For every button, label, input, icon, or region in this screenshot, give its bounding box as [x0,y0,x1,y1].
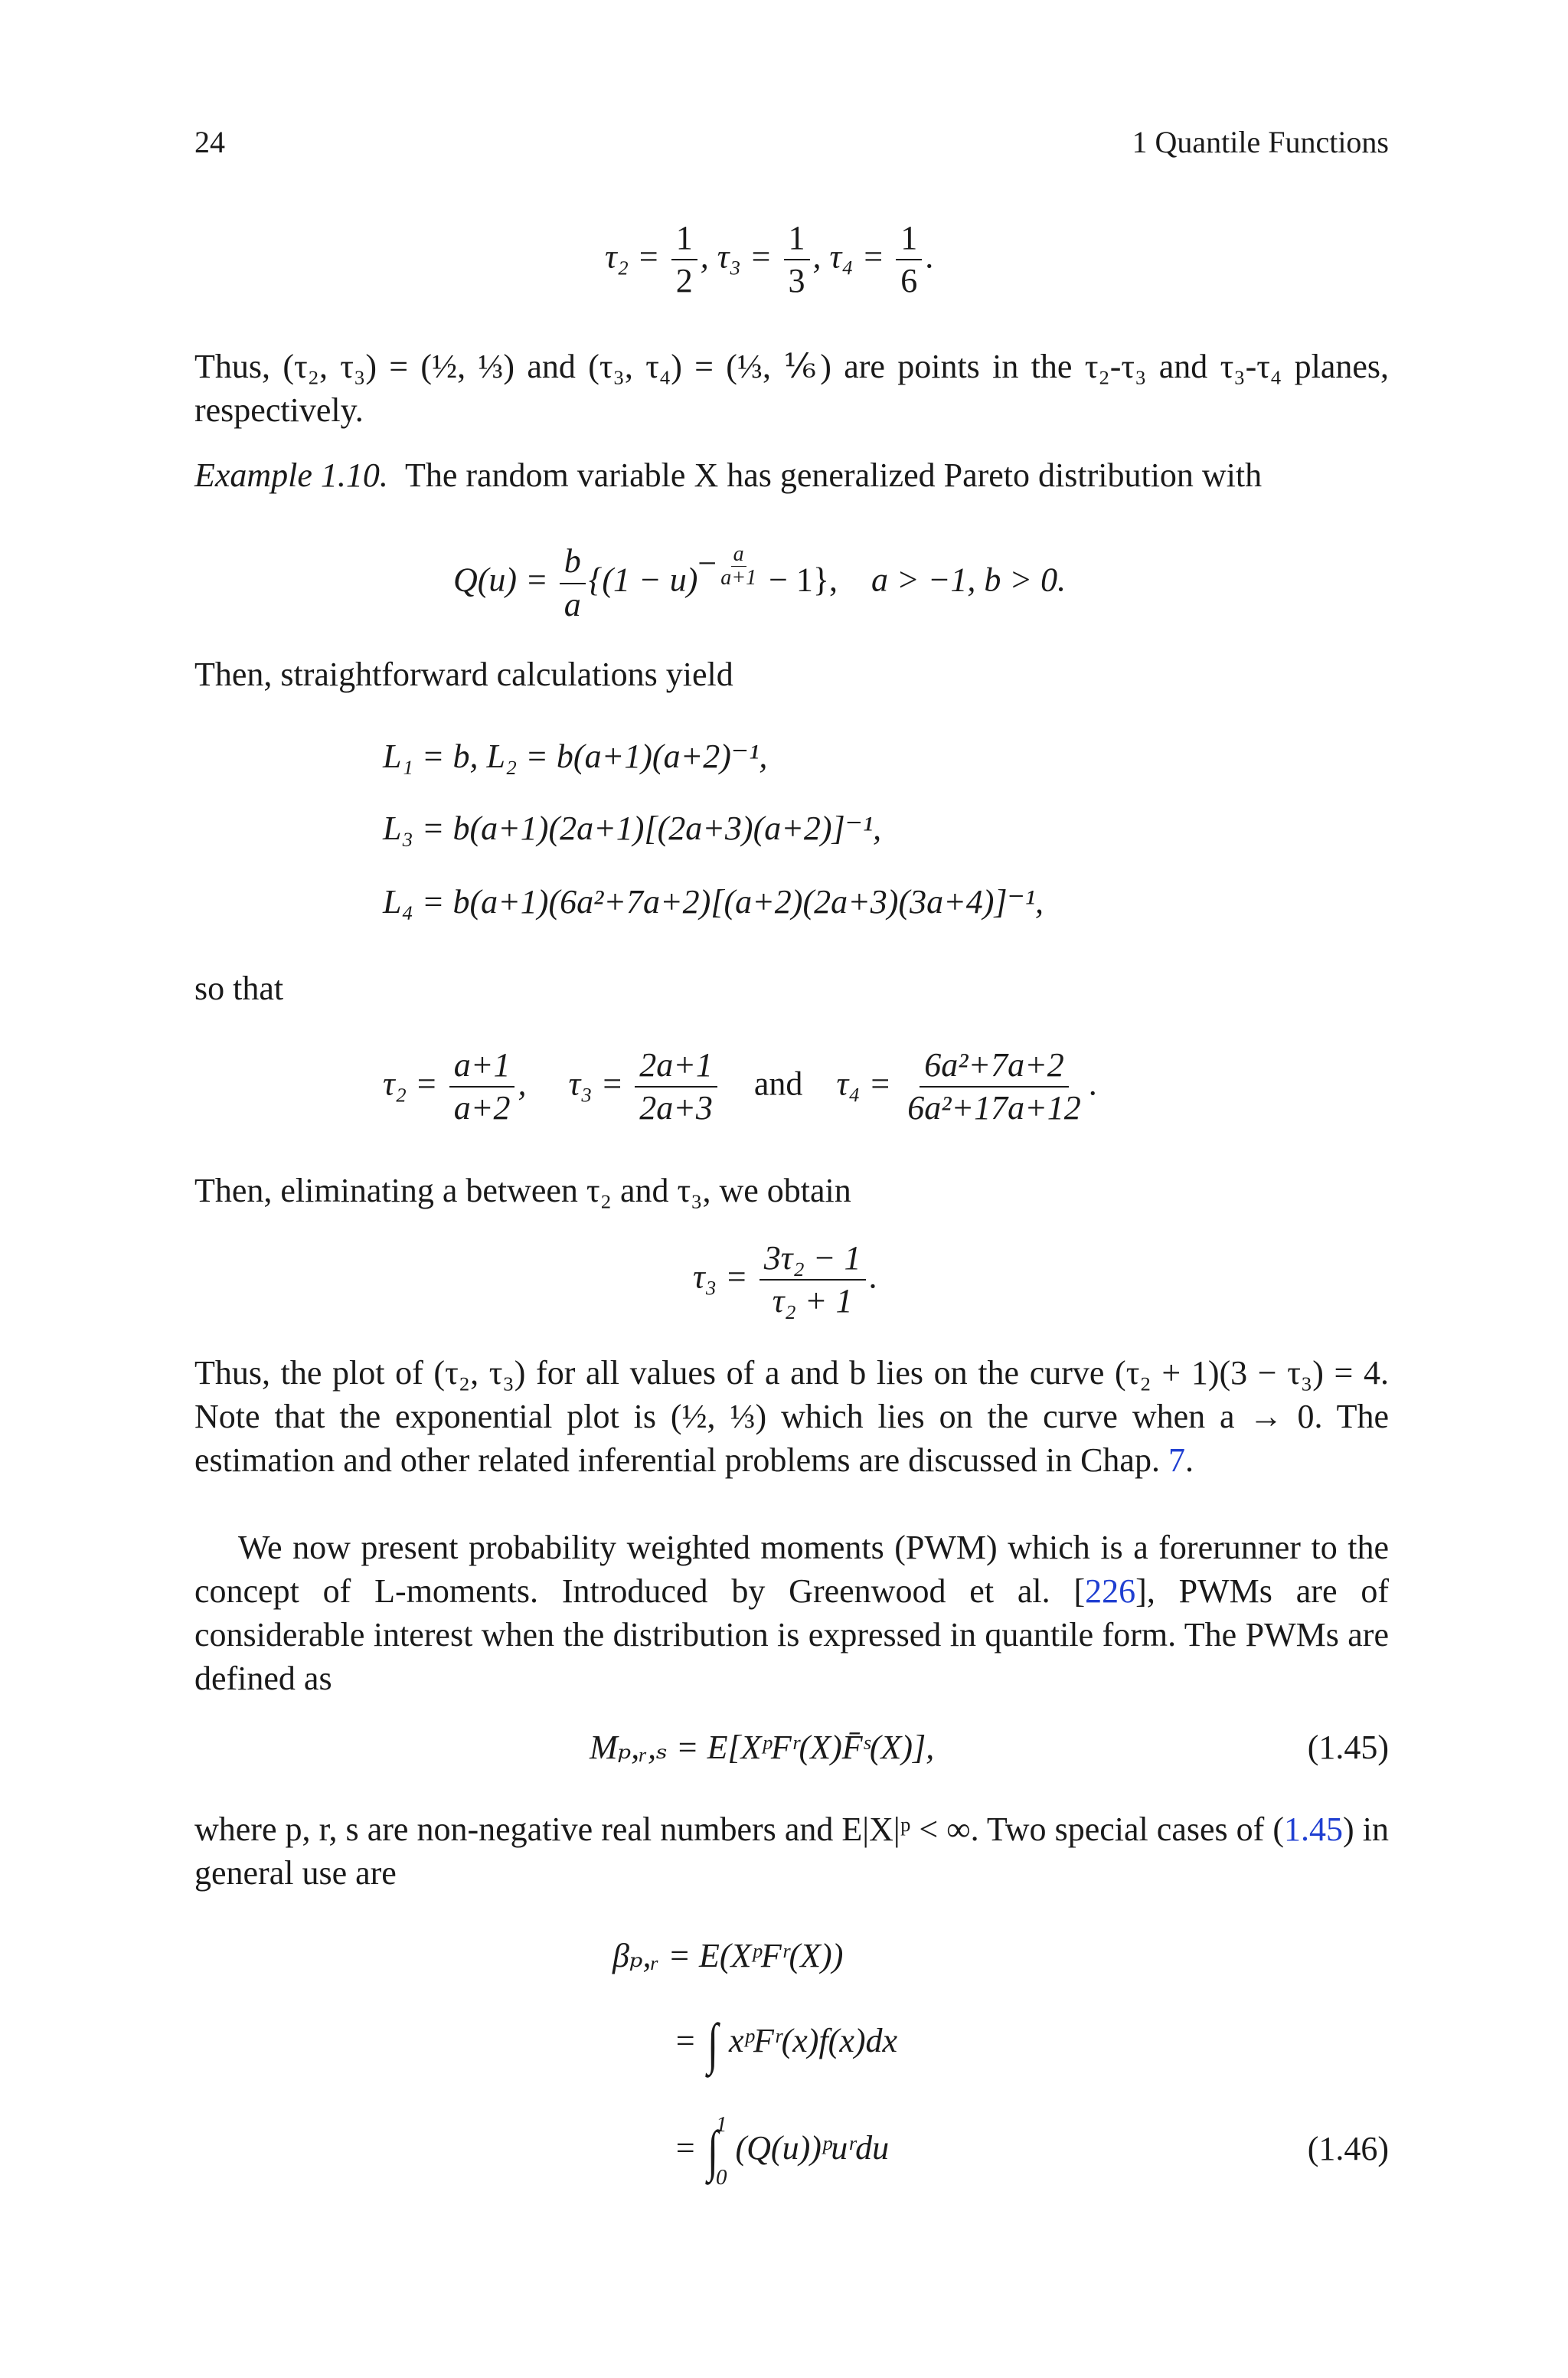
eq-tau4-den: 6 [900,262,918,300]
ref-1-45-link[interactable]: 1.45 [1284,1810,1344,1848]
eq-tau-end: . [925,237,934,276]
eq-taus-t4-lhs: τ₄ = [836,1065,892,1103]
eq-taus-and: and [753,1065,803,1103]
paragraph-points: Thus, (τ₂, τ₃) = (½, ⅓) and (τ₃, τ₄) = (⅓, ⅙) are points in the τ₂-τ₃ and τ₃-τ₄ planes, respectively. [194,348,1389,429]
eq-tau3-lhs: , τ₃ = [700,237,773,276]
eq-t3-den: τ₂ + 1 [772,1282,853,1320]
eq-146-lower: 0 [715,2165,727,2190]
eq-taus-t3-lhs: , τ₃ = [518,1065,624,1103]
para-where-after: ) in general use are [194,1810,1389,1892]
paragraph-eliminating: Then, eliminating a between τ₂ and τ₃, we obtain [194,1172,851,1209]
eq-taus-end: . [1088,1065,1097,1103]
para-pwm-after: ], PWMs are of considerable interest when the distribution is expressed in quantile form. The PWMs are defined as [194,1572,1389,1697]
paragraph-thus-plot [194,1351,1389,1482]
eq-tau4-num: 1 [896,221,922,260]
ref-226-link[interactable]: 226 [1085,1572,1136,1610]
eq-taus-t2-den: a+2 [453,1089,511,1127]
eq-taus-t3-num: 2a+1 [635,1048,717,1088]
equation-1-46-line2 [674,2013,898,2075]
paragraph-sothat: so that [194,970,284,1007]
equation-1-46-line1: βₚ,ᵣ = E(XᵖFʳ(X)) [612,1937,844,1974]
equation-tau3 [693,1241,877,1319]
paragraph-then: Then, straightforward calculations yield [194,656,733,693]
eq-taus-t2-num: a+1 [449,1048,515,1088]
equation-1-46-line3 [674,2114,889,2189]
eq-t3-num: 3τ₂ − 1 [760,1241,866,1281]
equation-quantile: Q(u) = $\frac{b}{a}$ {(1 − u)− $\frac{a}{a+1}$ − 1}, a > −1, b > 0. [453,542,1067,623]
eq-q-tail: − 1}, [769,561,838,599]
equation-L-line1: L₁ = b, L₂ = b(a+1)(a+2)⁻¹, [383,738,768,775]
equation-1-45: Mₚ,ᵣ,ₛ = E[XᵖFʳ(X)F̄ˢ(X)], [590,1729,935,1766]
para-where-before: where p, r, s are non-negative real numbers and E|X|ᵖ < ∞. Two special cases of ( [194,1810,1285,1848]
equation-number-1-46: (1.46) [1307,2130,1389,2167]
eq-146-l3-eq: = [674,2129,697,2167]
eq-146-upper: 1 [715,2112,727,2137]
equation-number-1-45: (1.45) [1307,1729,1389,1766]
integral-icon: ∫ [707,2013,718,2075]
eq-q-exp-num: a [731,544,746,567]
eq-tau4-lhs: , τ₄ = [812,237,885,276]
para-pwm-before: We now present probability weighted moments (PWM) which is a forerunner to the concept of L-moments. Introduced by Greenwood et al. [ [194,1529,1389,1610]
chap-7-link[interactable]: 7 [1168,1441,1185,1479]
equation-taus [383,1048,1097,1126]
paragraph-pwm [194,1526,1389,1700]
chapter-header: 1 Quantile Functions [1132,125,1389,159]
eq-q-frac-den: a [564,585,581,623]
eq-tau2-lhs: τ₂ = [605,237,660,276]
eq-q-exp-den: a+1 [720,566,757,590]
para-thus-text: Thus, the plot of (τ₂, τ₃) for all values of a and b lies on the curve (τ₂ + 1)(3 − τ₃) = 4. Note that the exponential plot is (½, ⅓) which lies on the curve when a → 0. The estimation and other related inferential problems are discussed in Chap. [194,1354,1389,1479]
para-thus-after: . [1184,1441,1194,1479]
eq-146-l3-body: (Q(u))ᵖuʳdu [735,2129,890,2167]
eq-tau3-den: 3 [788,262,805,300]
eq-t3-lhs: τ₃ = [693,1258,748,1296]
integral-icon: ∫ [707,2120,718,2183]
equation-L-line2: L₃ = b(a+1)(2a+1)[(2a+3)(a+2)]⁻¹, [383,810,882,847]
page-number: 24 [194,125,225,159]
eq-taus-t4-num: 6a²+7a+2 [920,1048,1069,1088]
equation-tau-values [605,221,933,299]
eq-taus-t2-lhs: τ₂ = [383,1065,438,1103]
eq-tau2-num: 1 [671,221,697,260]
example-text: The random variable X has generalized Pareto distribution with [404,456,1263,494]
eq-taus-t4-den: 6a²+17a+12 [907,1089,1081,1127]
eq-q-cond: a > −1, b > 0. [871,561,1067,599]
eq-146-l2-eq: = [674,2022,697,2060]
eq-taus-t3-den: 2a+3 [639,1089,713,1127]
eq-146-l2-body: xᵖFʳ(x)f(x)dx [728,2022,898,2060]
eq-tau2-den: 2 [675,262,693,300]
eq-t3-end: . [868,1258,877,1296]
eq-q-body: {(1 − u) [588,561,698,599]
example-paragraph [194,453,1389,497]
example-label: Example 1.10. [194,456,388,494]
eq-q-frac-num: b [560,544,586,584]
paragraph-where [194,1807,1389,1895]
eq-tau3-num: 1 [784,221,810,260]
eq-q-lhs: Q(u) = [453,561,548,599]
equation-L-line3: L₄ = b(a+1)(6a²+7a+2)[(a+2)(2a+3)(3a+4)]⁻¹, [383,883,1044,921]
